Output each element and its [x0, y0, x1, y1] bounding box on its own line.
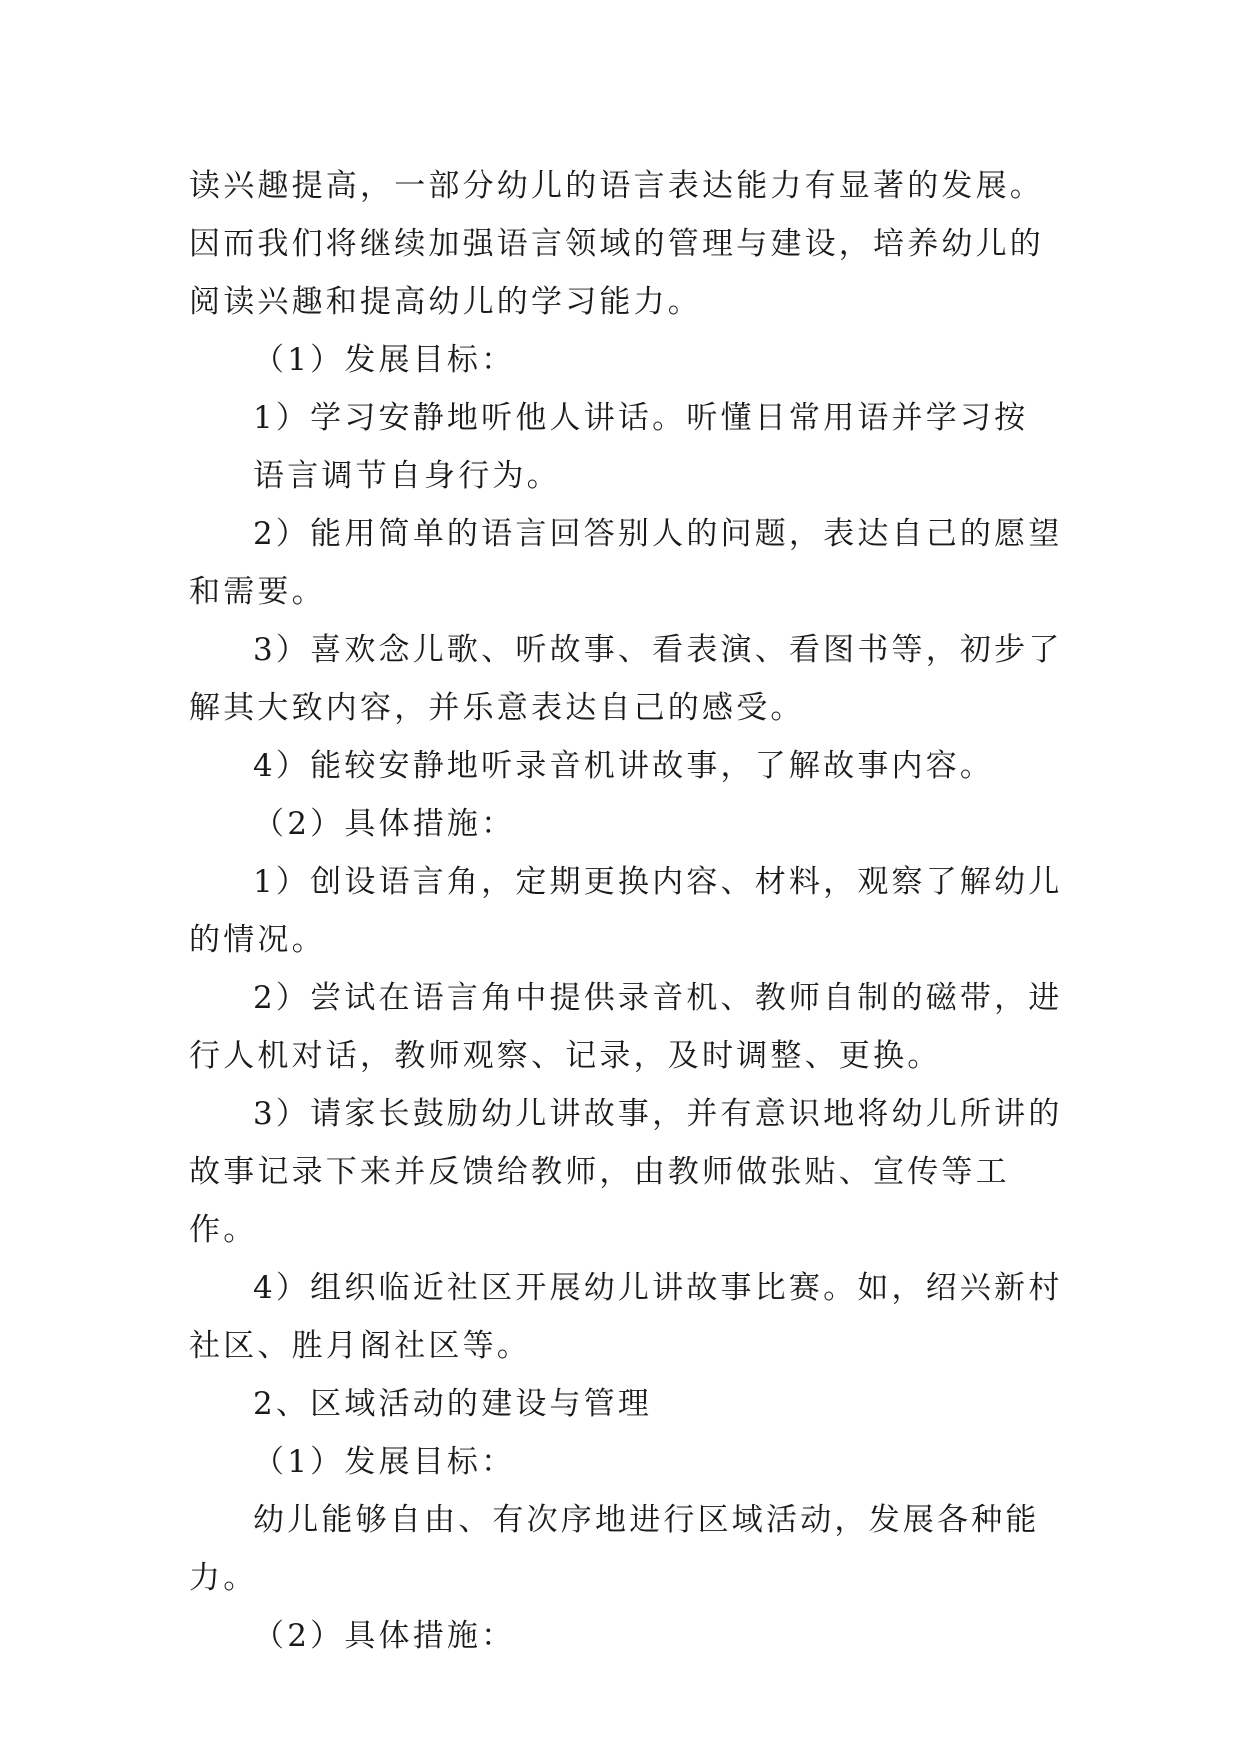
area-goal-text: 幼儿能够自由、有次序地进行区域活动，发展各种能力。 [189, 1502, 1040, 1596]
section-heading-area-activities: 2、区域活动的建设与管理 [253, 1386, 653, 1422]
heading-development-goals: （1）发展目标： [253, 342, 516, 378]
goal-item-2: 2）能用简单的语言回答别人的问题，表达自己的愿望和需要。 [189, 516, 1063, 610]
measure-item-4: 4）组织临近社区开展幼儿讲故事比赛。如，绍兴新村社区、胜月阁社区等。 [189, 1270, 1063, 1364]
measure-item-2: 2）尝试在语言角中提供录音机、教师自制的磁带，进行人机对话，教师观察、记录，及时调整、更换。 [189, 980, 1063, 1074]
goal-item-3: 3）喜欢念儿歌、听故事、看表演、看图书等，初步了解其大致内容，并乐意表达自己的感受。 [189, 632, 1063, 726]
heading-specific-measures: （2）具体措施： [253, 806, 516, 842]
paragraph-language-interest: 读兴趣提高，一部分幼儿的语言表达能力有显著的发展。因而我们将继续加强语言领域的管理与建设，培养幼儿的阅读兴趣和提高幼儿的学习能力。 [189, 168, 1044, 320]
measure-item-3: 3）请家长鼓励幼儿讲故事，并有意识地将幼儿所讲的故事记录下来并反馈给教师，由教师做张贴、宣传等工作。 [189, 1096, 1063, 1248]
document-body [189, 157, 1069, 1665]
heading-specific-measures-2: （2）具体措施： [253, 1618, 516, 1654]
heading-development-goals-2: （1）发展目标： [253, 1444, 516, 1480]
goal-item-4: 4）能较安静地听录音机讲故事，了解故事内容。 [253, 748, 995, 784]
measure-item-1: 1）创设语言角，定期更换内容、材料，观察了解幼儿的情况。 [189, 864, 1063, 958]
goal-item-1-continued: 语言调节自身行为。 [253, 458, 561, 494]
goal-item-1: 1）学习安静地听他人讲话。听懂日常用语并学习按 [253, 400, 1029, 436]
